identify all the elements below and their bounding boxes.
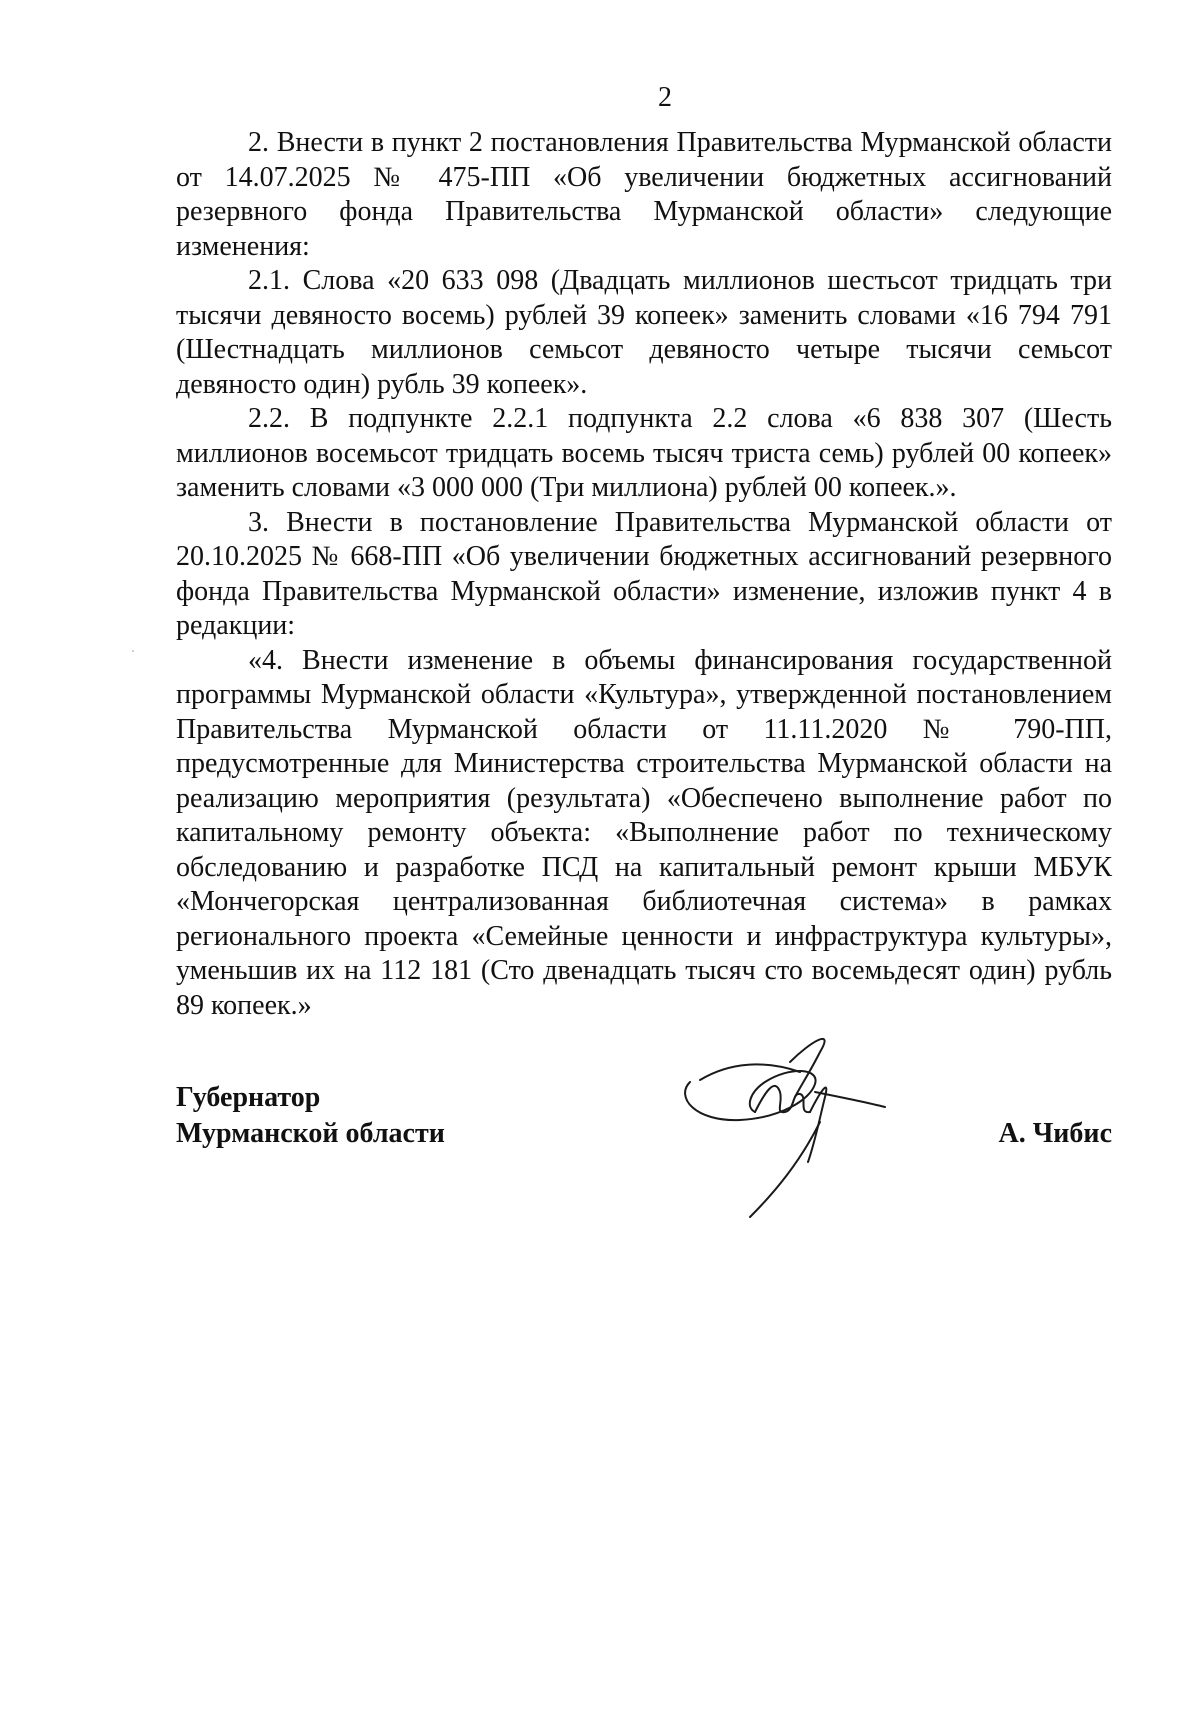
document-body xyxy=(176,126,1112,1023)
paragraph-2: 2. Внести в пункт 2 постановления Правительства Мурманской области от 14.07.2025 № 475-ПП «Об увеличении бюджетных ассигнований резервного фонда Правительства Мурманской области» следующие изменения: xyxy=(176,127,1112,262)
signatory-title-line2: Мурманской области xyxy=(176,1118,445,1149)
paragraph-2-1: 2.1. Слова «20 633 098 (Двадцать миллионов шестьсот тридцать три тысячи девяносто восемь) рублей 39 копеек» заменить словами «16 794 791 (Шестнадцать миллионов семьсот девяносто четыре тысячи семьсот девяносто один) рубль 39 копеек». xyxy=(176,265,1112,400)
paragraph-4-quote: «4. Внести изменение в объемы финансирования государственной программы Мурманской области «Культура», утвержденной постановлением Правительства Мурманской области от 11.11.2020 № 790-ПП, предусмотренные для Министерства строительства Мурманской области на реализацию мероприятия (результата) «Обеспечено выполнение работ по капитальному ремонту объекта: «Выполнение работ по техническому обследованию и разработке ПСД на капитальный ремонт крыши МБУК «Мончегорская централизованная библиотечная система» в рамках регионального проекта «Семейные ценности и инфраструктура культуры», уменьшив их на 112 181 (Сто двенадцать тысяч сто восемьдесят один) рубль 89 копеек.» xyxy=(176,644,1112,1021)
paragraph-3: 3. Внести в постановление Правительства Мурманской области от 20.10.2025 № 668-ПП «Об увеличении бюджетных ассигнований резервного фонда Правительства Мурманской области» изменение, изложив пункт 4 в редакции: xyxy=(176,506,1112,641)
handwritten-signature xyxy=(670,1022,910,1222)
scan-artifact-dot xyxy=(132,650,134,652)
signatory-name: А. Чибис xyxy=(998,1118,1112,1149)
page-number: 2 xyxy=(658,82,672,113)
paragraph-2-2: 2.2. В подпункте 2.2.1 подпункта 2.2 слова «6 838 307 (Шесть миллионов восемьсот тридцать восемь тысяч триста семь) рублей 00 копеек» заменить словами «3 000 000 (Три миллиона) рублей 00 копеек.». xyxy=(176,403,1112,503)
signature-block xyxy=(0,1080,1200,1320)
signatory-title-line1: Губернатор xyxy=(176,1082,321,1113)
signatory-title xyxy=(176,1080,445,1152)
